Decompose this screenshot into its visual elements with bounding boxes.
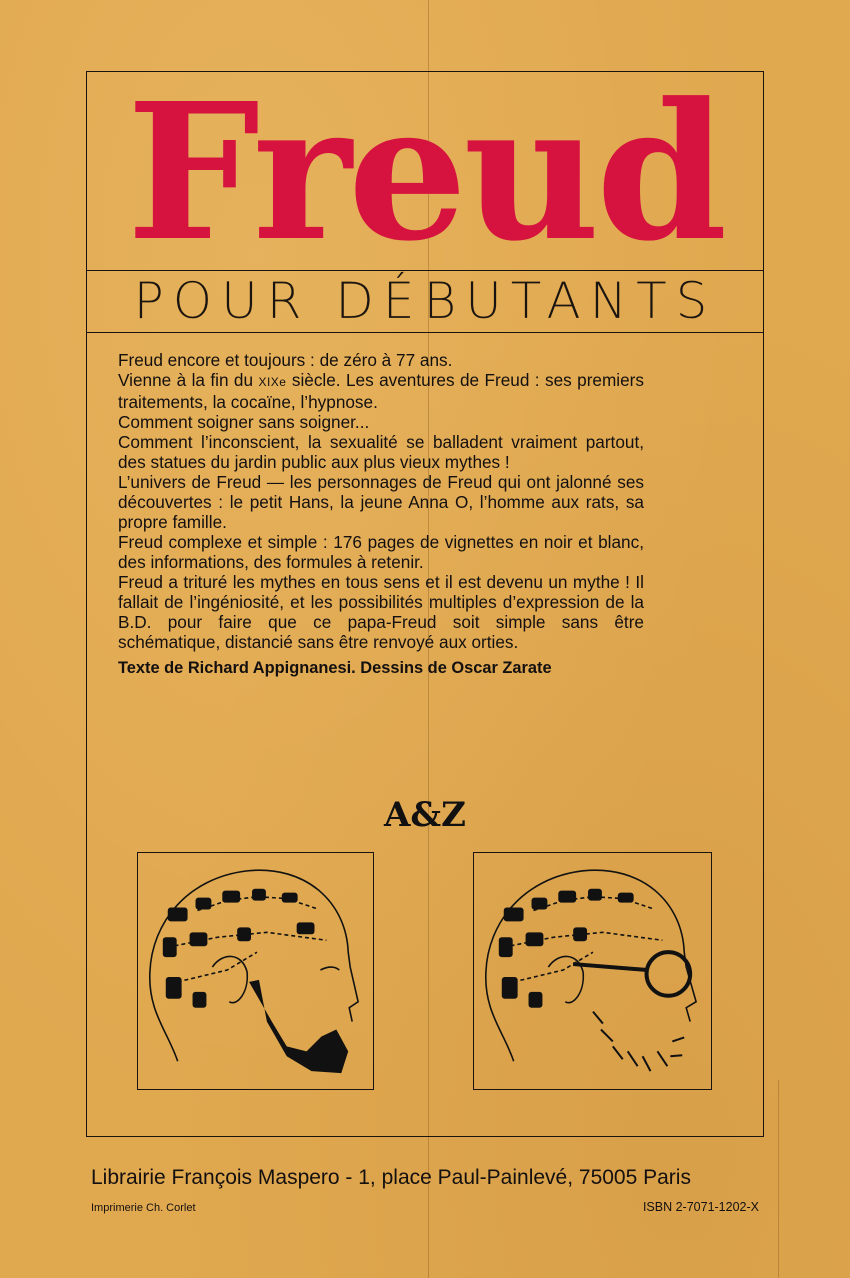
book-title: Freud	[126, 62, 724, 283]
paper-crease	[778, 1080, 779, 1278]
blurb-line: Comment l’inconscient, la sexualité se balladent vraiment partout, des statues du jardin public aux plus vieux mythes !	[118, 432, 644, 472]
blurb-line: Freud a trituré les mythes en tous sens et il est devenu un mythe ! Il fallait de l’ingéniosité, et les possibilités multiples d’expression de la B.D. pour faire que ce papa-Freud soit simple sans être schématique, distancié sans être renvoyé aux orties.	[118, 572, 644, 652]
blurb-text	[118, 350, 644, 678]
author-credits: Texte de Richard Appignanesi. Dessins de Oscar Zarate	[118, 659, 552, 677]
blurb-line: Comment soigner sans soigner...	[118, 412, 370, 432]
century-smallcaps: XIXe	[258, 375, 287, 389]
phrenology-head-glasses-icon	[474, 853, 711, 1089]
blurb-line: Freud complexe et simple : 176 pages de vignettes en noir et blanc, des informations, des formules à retenir.	[118, 532, 644, 572]
blurb-line: L’univers de Freud — les personnages de Freud qui ont jalonné ses découvertes : le petit Hans, la jeune Anna O, l’homme aux rats, sa propre famille.	[118, 472, 644, 532]
illustration-glasses-head	[473, 852, 712, 1090]
subtitle-divider	[87, 332, 763, 333]
cover-frame	[86, 62, 764, 1137]
publisher-logo: A&Z	[384, 795, 466, 835]
publisher-address: Librairie François Maspero - 1, place Paul-Painlevé, 75005 Paris	[91, 1166, 691, 1189]
blurb-fragment: Vienne à la fin du	[118, 370, 259, 390]
phrenology-head-beard-icon	[138, 853, 373, 1089]
blurb-line: Freud encore et toujours : de zéro à 77 ans.	[118, 350, 453, 370]
blurb-fragment: siècle. Les aventures de Freud : ses premiers traitements, la cocaïne, l’hypnose.	[118, 370, 644, 412]
illustration-bearded-head	[137, 852, 374, 1090]
printer-credit: Imprimerie Ch. Corlet	[91, 1202, 196, 1214]
blurb-line	[118, 370, 644, 412]
book-subtitle: POUR DÉBUTANTS	[133, 272, 717, 330]
isbn: ISBN 2-7071-1202-X	[642, 1200, 759, 1214]
